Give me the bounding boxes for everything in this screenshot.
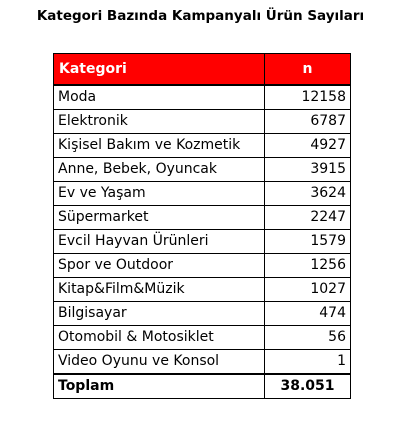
- category-cell: Moda: [54, 85, 265, 110]
- table-row: [54, 134, 351, 158]
- category-cell: Anne, Bebek, Oyuncak: [54, 158, 265, 182]
- total-row: [54, 374, 351, 399]
- category-cell: Evcil Hayvan Ürünleri: [54, 230, 265, 254]
- category-cell: Kişisel Bakım ve Kozmetik: [54, 134, 265, 158]
- category-cell: Elektronik: [54, 110, 265, 134]
- table-row: [54, 254, 351, 278]
- table-row: [54, 350, 351, 375]
- category-cell: Kitap&Film&Müzik: [54, 278, 265, 302]
- count-cell: 1: [265, 350, 351, 375]
- count-cell: 3624: [265, 182, 351, 206]
- table-row: [54, 85, 351, 110]
- count-cell: 2247: [265, 206, 351, 230]
- table-row: [54, 182, 351, 206]
- page-title: Kategori Bazında Kampanyalı Ürün Sayıları: [36, 8, 365, 24]
- category-cell: Süpermarket: [54, 206, 265, 230]
- count-cell: 6787: [265, 110, 351, 134]
- category-cell: Ev ve Yaşam: [54, 182, 265, 206]
- count-cell: 1579: [265, 230, 351, 254]
- table-row: [54, 158, 351, 182]
- category-cell: Bilgisayar: [54, 302, 265, 326]
- column-header-category: Kategori: [54, 54, 265, 86]
- column-header-n: n: [265, 54, 351, 86]
- count-cell: 474: [265, 302, 351, 326]
- total-label: Toplam: [54, 374, 265, 399]
- table-row: [54, 302, 351, 326]
- category-cell: Video Oyunu ve Konsol: [54, 350, 265, 375]
- table-row: [54, 230, 351, 254]
- count-cell: 4927: [265, 134, 351, 158]
- count-cell: 56: [265, 326, 351, 350]
- category-table: [53, 53, 351, 399]
- count-cell: 12158: [265, 85, 351, 110]
- category-cell: Spor ve Outdoor: [54, 254, 265, 278]
- count-cell: 1256: [265, 254, 351, 278]
- total-value: 38.051: [265, 374, 351, 399]
- table-row: [54, 326, 351, 350]
- table-row: [54, 110, 351, 134]
- table-row: [54, 206, 351, 230]
- count-cell: 3915: [265, 158, 351, 182]
- table-row: [54, 278, 351, 302]
- table-header-row: [54, 54, 351, 86]
- category-cell: Otomobil & Motosiklet: [54, 326, 265, 350]
- count-cell: 1027: [265, 278, 351, 302]
